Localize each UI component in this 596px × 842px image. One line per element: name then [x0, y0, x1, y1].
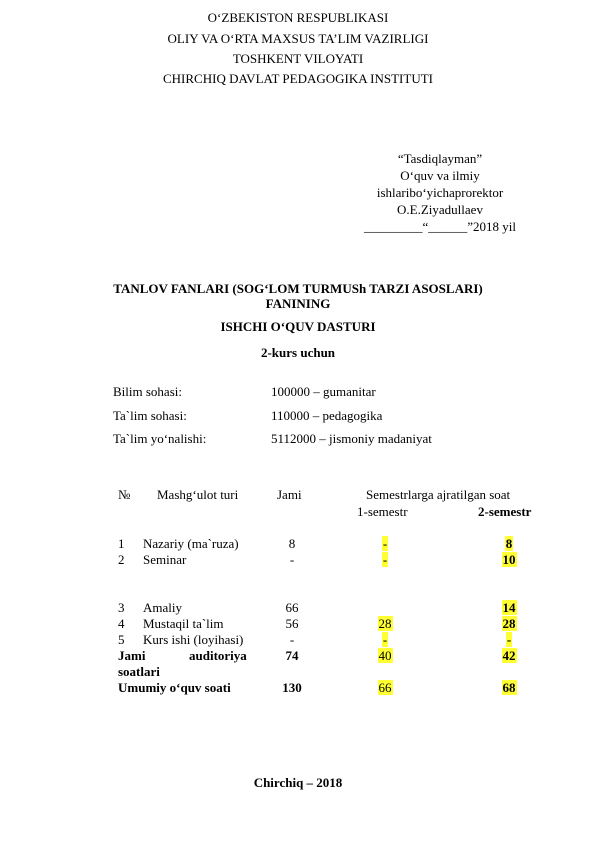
header-jami: Jami: [277, 487, 302, 502]
auditoriya-label-b: auditoriya: [189, 648, 247, 663]
row-name: Kurs ishi (loyihasi): [143, 632, 244, 647]
auditoriya-jami: 74: [285, 648, 299, 663]
title-line-1: TANLOV FANLARI (SOG‘LOM TURMUSh TARZI ASOSLARI): [113, 281, 483, 296]
row-num: 2: [118, 552, 125, 567]
auditoriya-label-a: Jami: [118, 648, 146, 663]
umumiy-total-row: [0, 679, 596, 697]
header-type: Mashg‘ulot turi: [157, 487, 239, 502]
row-name: Mustaqil ta`lim: [143, 616, 224, 631]
info-value-talim: 110000 – pedagogika: [271, 408, 383, 423]
approval-signature-line: _________“______”2018 yil: [363, 219, 516, 234]
row-name: Amaliy: [143, 600, 182, 615]
info-value-yonalish: 5112000 – jismoniy madaniyat: [271, 431, 432, 446]
umumiy-semestr-2: 68: [502, 680, 516, 695]
title-line-2: FANINING: [265, 296, 331, 311]
umumiy-label: Umumiy o‘quv soati: [118, 680, 231, 695]
auditoriya-semestr-1: 40: [378, 648, 392, 663]
header-semestr: Semestrlarga ajratilgan soat: [366, 487, 511, 502]
title-line-3: ISHCHI O‘QUV DASTURI: [220, 319, 376, 334]
row-jami: 8: [288, 536, 296, 551]
auditoriya-semestr-2: 42: [502, 648, 516, 663]
row-num: 3: [118, 600, 125, 615]
row-semestr-1: -: [382, 536, 388, 551]
row-semestr-2: 28: [502, 616, 516, 631]
row-jami: -: [289, 552, 295, 567]
footer-place-year: Chirchiq – 2018: [253, 775, 343, 790]
table-row: [0, 551, 596, 569]
row-semestr-1: 28: [378, 616, 392, 631]
row-name: Seminar: [143, 552, 187, 567]
title-line-4: 2-kurs uchun: [260, 345, 336, 360]
info-label-yonalish: Ta`lim yo‘nalishi:: [113, 431, 207, 446]
row-num: 1: [118, 536, 125, 551]
header-line-4: CHIRCHIQ DAVLAT PEDAGOGIKA INSTITUTI: [163, 71, 433, 86]
umumiy-jami: 130: [282, 680, 302, 695]
row-num: 5: [118, 632, 125, 647]
info-label-talim: Ta`lim sohasi:: [113, 408, 187, 423]
row-semestr-2: 14: [502, 600, 516, 615]
auditoriya-total-row: [0, 647, 596, 665]
header-semestr-2: 2-semestr: [478, 504, 532, 519]
row-num: 4: [118, 616, 125, 631]
header-num: №: [118, 487, 131, 502]
approval-line-1: “Tasdiqlayman”: [397, 151, 483, 166]
auditoriya-label-c: soatlari: [118, 664, 160, 679]
header-line-1: O‘ZBEKISTON RESPUBLIKASI: [207, 10, 389, 25]
approval-line-4: O.E.Ziyadullaev: [397, 202, 483, 217]
header-line-3: TOSHKENT VILOYATI: [232, 51, 364, 66]
header-line-2: OLIY VA O‘RTA MAXSUS TA’LIM VAZIRLIGI: [167, 31, 429, 46]
row-semestr-1: -: [382, 552, 388, 567]
umumiy-semestr-1: 66: [378, 680, 392, 695]
approval-line-3: ishlaribo‘yichaprorektor: [376, 185, 504, 200]
info-value-bilim: 100000 – gumanitar: [271, 384, 376, 399]
row-name: Nazariy (ma`ruza): [143, 536, 239, 551]
header-semestr-1: 1-semestr: [357, 504, 408, 519]
row-semestr-2: 10: [502, 552, 516, 567]
row-jami: 56: [285, 616, 299, 631]
info-label-bilim: Bilim sohasi:: [113, 384, 182, 399]
row-semestr-2: 8: [505, 536, 513, 551]
row-jami: 66: [285, 600, 299, 615]
row-jami: -: [289, 632, 295, 647]
row-semestr-1: -: [382, 632, 388, 647]
row-semestr-2: -: [506, 632, 512, 647]
approval-line-2: O‘quv va ilmiy: [400, 168, 480, 183]
